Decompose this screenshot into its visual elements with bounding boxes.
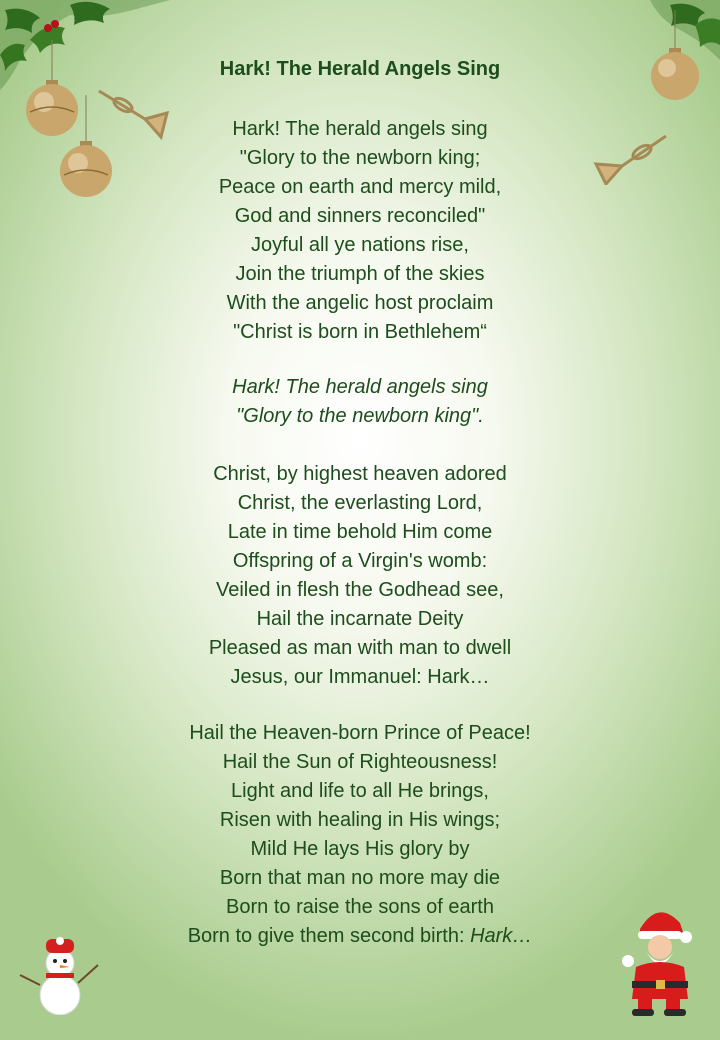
poem-title: Hark! The Herald Angels Sing — [219, 58, 501, 80]
verse-line: Hark! The herald angels sing — [232, 118, 488, 140]
refrain-line: Hark! The herald angels sing — [232, 376, 488, 398]
verse-line: "Christ is born in Bethlehem“ — [233, 321, 487, 343]
verse-line: Christ, the everlasting Lord, — [237, 492, 483, 514]
verse-line: Joyful all ye nations rise, — [251, 234, 469, 256]
verse-line: Late in time behold Him come — [227, 521, 493, 543]
refrain-line: "Glory to the newborn king". — [236, 405, 484, 427]
verse-line: With the angelic host proclaim — [226, 292, 494, 314]
verse-line: Hail the Sun of Righteousness! — [222, 751, 498, 773]
verse-line: Hail the Heaven-born Prince of Peace! — [189, 722, 531, 744]
verse-3 — [0, 719, 720, 951]
verse-2 — [0, 460, 720, 692]
verse-1 — [0, 115, 720, 347]
verse-line-last — [0, 922, 720, 951]
verse-line: Jesus, our Immanuel: Hark… — [230, 666, 490, 688]
verse-line: Risen with healing in His wings; — [219, 809, 501, 831]
verse-line: Light and life to all He brings, — [231, 780, 489, 802]
verse-line: Pleased as man with man to dwell — [208, 637, 512, 659]
verse-line: Offspring of a Virgin's womb: — [232, 550, 488, 572]
verse-line: Christ, by highest heaven adored — [213, 463, 507, 485]
verse-line: Born that man no more may die — [219, 867, 501, 889]
ornament-icon — [650, 10, 700, 102]
verse-line-text: Born to give them second birth: — [187, 925, 471, 947]
verse-line: Mild He lays His glory by — [250, 838, 470, 860]
verse-line-italic: Hark… — [470, 925, 533, 947]
verse-line: Join the triumph of the skies — [235, 263, 485, 285]
verse-line: Peace on earth and mercy mild, — [218, 176, 502, 198]
verse-line: God and sinners reconciled" — [234, 205, 486, 227]
verse-line: Veiled in flesh the Godhead see, — [216, 579, 504, 601]
verse-line: Born to raise the sons of earth — [226, 896, 494, 918]
verse-line: Hail the incarnate Deity — [256, 608, 464, 630]
verse-line: "Glory to the newborn king; — [239, 147, 481, 169]
refrain — [0, 373, 720, 431]
